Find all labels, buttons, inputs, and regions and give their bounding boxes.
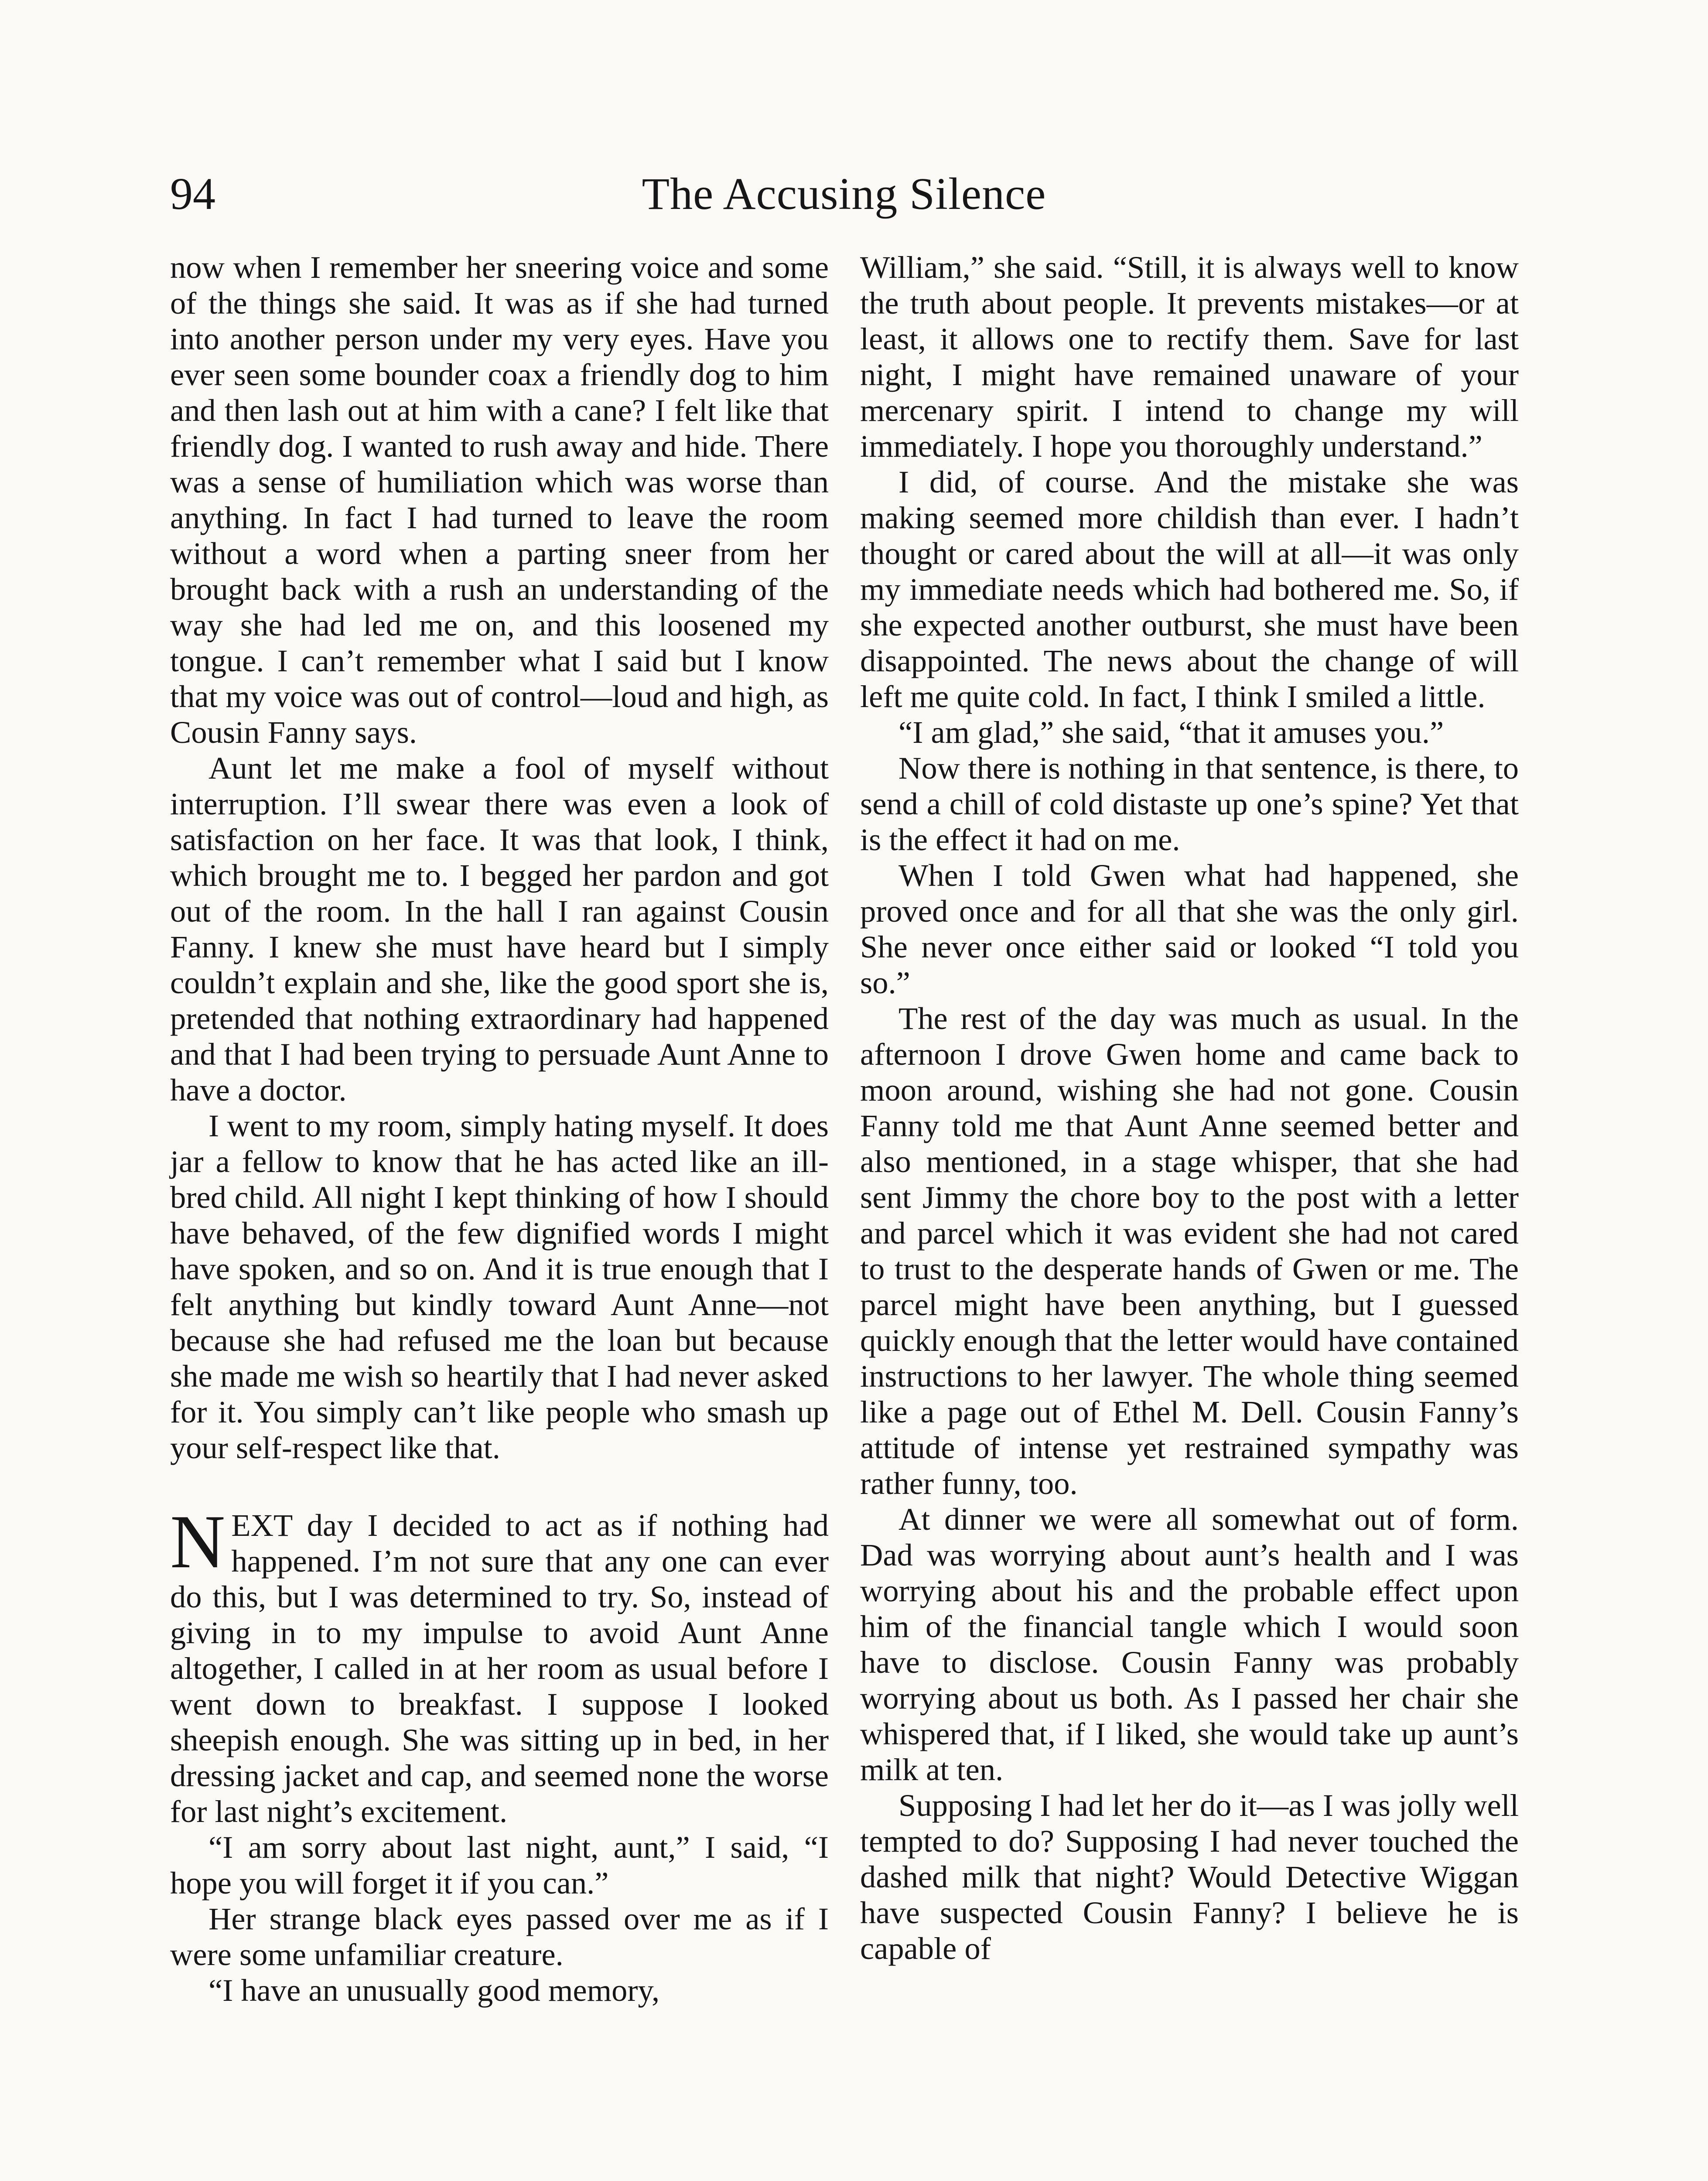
paragraph: I did, of course. And the mistake she was making seemed more childish than ever. I hadn’t thought or cared about the will at all—it was only my immediate needs which had bothered me. So, if she expected another outburst, she must have been disappointed. The news about the change of will left me quite cold. In fact, I think I smiled a little. [860,464,1519,714]
paragraph: I went to my room, simply hating myself. It does jar a fellow to know that he has acted like an ill-bred child. All night I kept thinking of how I should have behaved, of the few dignified words I might have spoken, and so on. And it is true enough that I felt anything but kindly toward Aunt Anne—not because she had refused me the loan but because she made me wish so heartily that I had never asked for it. You simply can’t like people who smash up your self-respect like that. [170,1108,829,1465]
left-column [170,250,829,2008]
page-header [170,159,1518,229]
paragraph: Her strange black eyes passed over me as if I were some unfamiliar creature. [170,1901,829,1972]
paragraph: now when I remember her sneering voice and some of the things she said. It was as if she had turned into another person under my very eyes. Have you ever seen some bounder coax a friendly dog to him and then lash out at him with a cane? I felt like that friendly dog. I wanted to rush away and hide. There was a sense of humiliation which was worse than anything. In fact I had turned to leave the room without a word when a parting sneer from her brought back with a rush an understanding of the way she had led me on, and this loosened my tongue. I can’t remember what I said but I know that my voice was out of control—loud and high, as Cousin Fanny says. [170,250,829,750]
paragraph: Aunt let me make a fool of myself without interruption. I’ll swear there was even a look of satisfaction on her face. It was that look, I think, which brought me to. I begged her pardon and got out of the room. In the hall I ran against Cousin Fanny. I knew she must have heard but I simply couldn’t explain and she, like the good sport she is, pretended that nothing extraordinary had happened and that I had been trying to persuade Aunt Anne to have a doctor. [170,750,829,1108]
paragraph: Supposing I had let her do it—as I was jolly well tempted to do? Supposing I had never touched the dashed milk that night? Would Detective Wiggan have suspected Cousin Fanny? I believe he is capable of [860,1788,1519,1966]
running-title: The Accusing Silence [642,169,1046,219]
paragraph: “I have an unusually good memory, [208,1972,660,2008]
paragraph: Now there is nothing in that sentence, is there, to send a chill of cold distaste up one’s spine? Yet that is the effect it had on me. [860,750,1519,857]
paragraph: “I am glad,” she said, “that it amuses you.” [898,714,1444,750]
paragraph: William,” she said. “Still, it is always well to know the truth about people. It prevents mistakes—or at least, it allows one to rectify them. Save for last night, I might have remained unaware of your mercenary spirit. I intend to change my will immediately. I hope you thoroughly understand.” [860,250,1519,464]
drop-cap: N [170,1499,225,1584]
paragraph: When I told Gwen what had happened, she proved once and for all that she was the only girl. She never once either said or looked “I told you so.” [860,858,1519,1000]
paragraph-text: EXT day I decided to act as if nothing had happened. I’m not sure that any one can ever do this, but I was determined to try. So, instead of giving in to my impulse to avoid Aunt Anne altogether, I called in at her room as usual before I went down to breakfast. I suppose I looked sheepish enough. She was sitting up in bed, in her dressing jacket and cap, and seemed none the worse for last night’s excitement. [170,1508,829,1829]
paragraph: At dinner we were all somewhat out of form. Dad was worrying about aunt’s health and I was worrying about his and the probable effect upon him of the financial tangle which I would soon have to disclose. Cousin Fanny was probably worrying about us both. As I passed her chair she whispered that, if I liked, she would take up aunt’s milk at ten. [860,1501,1519,1787]
right-column [860,250,1519,1966]
page-number: 94 [170,169,215,219]
paragraph: “I am sorry about last night, aunt,” I said, “I hope you will forget it if you can.” [170,1829,829,1901]
paragraph: The rest of the day was much as usual. In the afternoon I drove Gwen home and came back to moon around, wishing she had not gone. Cousin Fanny told me that Aunt Anne seemed better and also mentioned, in a stage whisper, that she had sent Jimmy the chore boy to the post with a letter and parcel which it was evident she had not cared to trust to the desperate hands of Gwen or me. The parcel might have been anything, but I guessed quickly enough that the letter would have contained instructions to her lawyer. The whole thing seemed like a page out of Ethel M. Dell. Cousin Fanny’s attitude of intense yet restrained sympathy was rather funny, too. [860,1001,1519,1501]
section-start-paragraph [170,1499,829,1829]
